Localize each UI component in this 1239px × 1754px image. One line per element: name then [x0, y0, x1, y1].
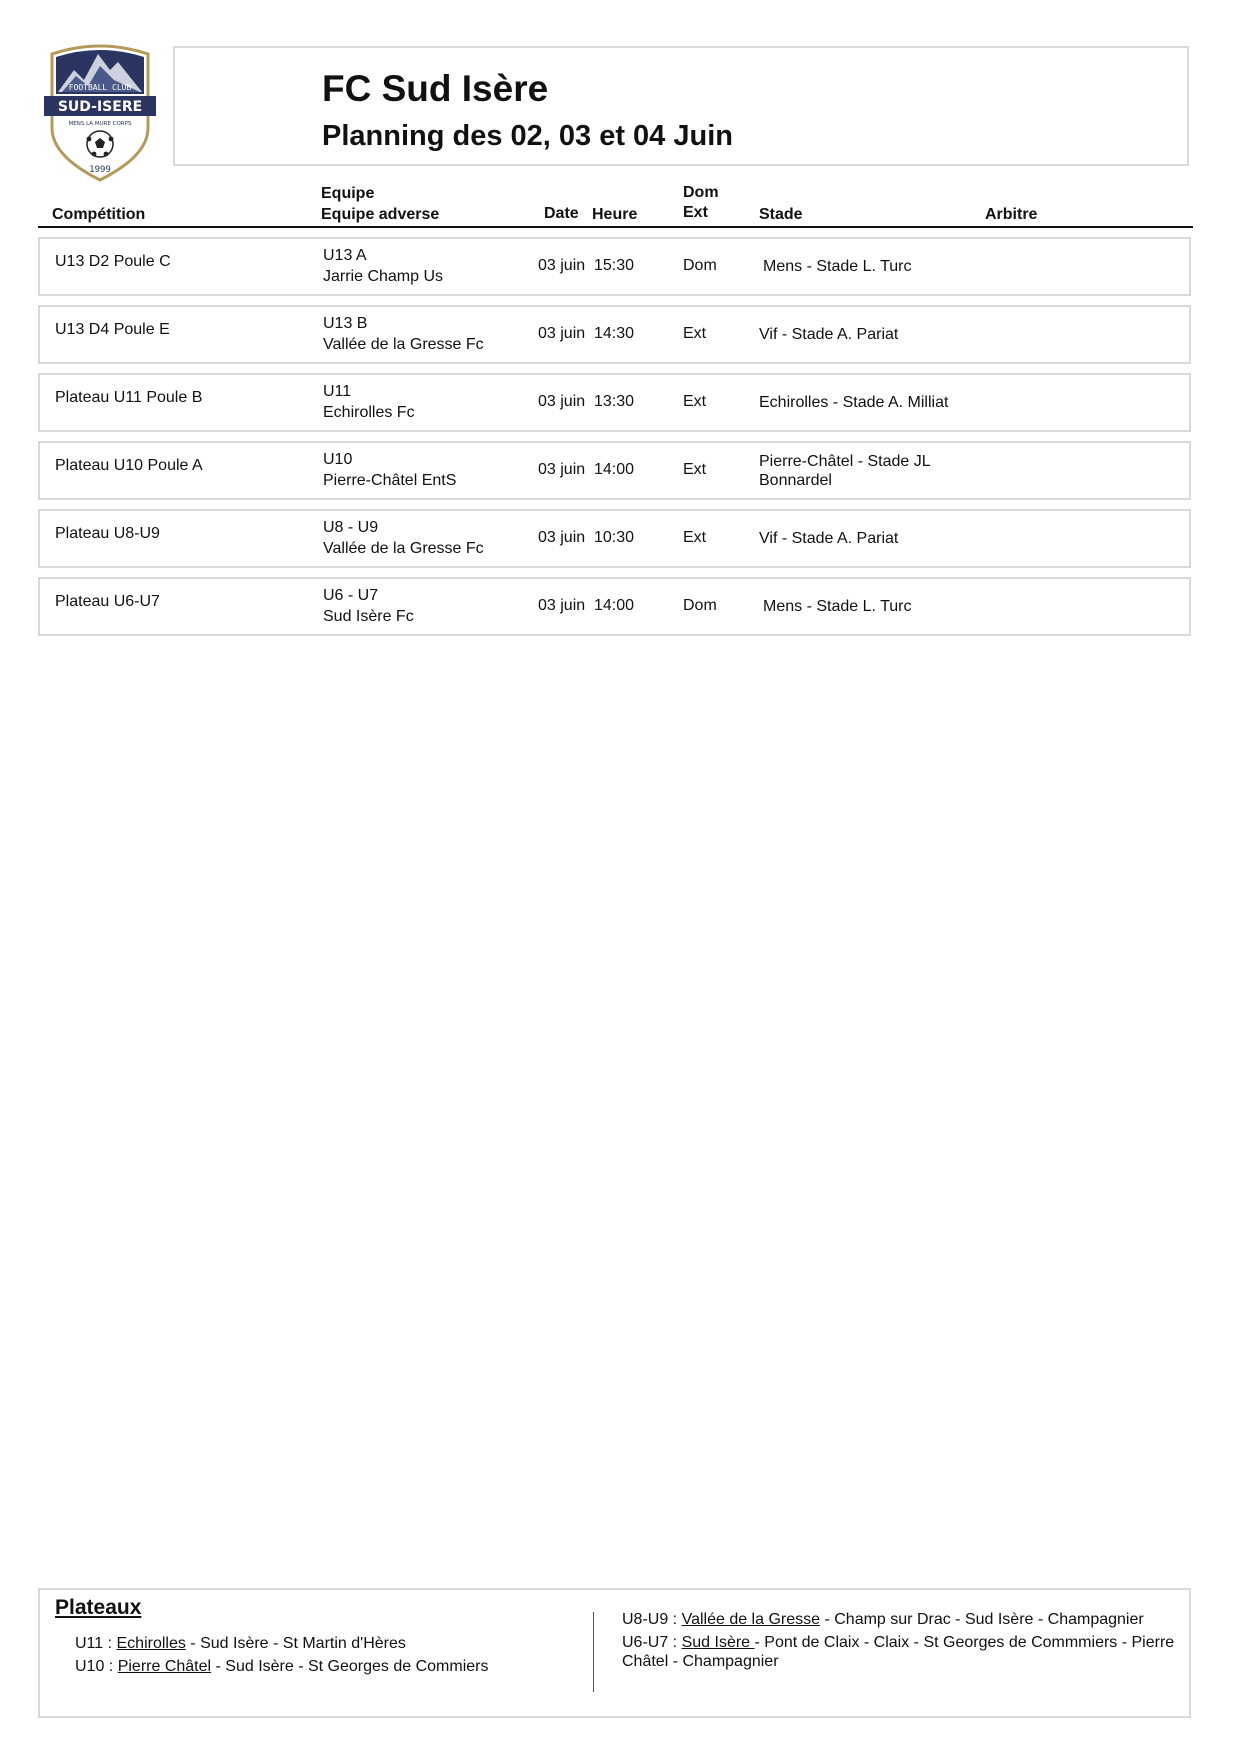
row-dom-ext: Ext	[683, 393, 707, 410]
plateau-entry	[622, 1610, 1182, 1629]
plateau-host: Pierre Châtel	[117, 1658, 212, 1675]
plateau-category: U6-U7 :	[622, 1634, 682, 1651]
plateau-entry	[75, 1634, 489, 1653]
plateaux-box	[38, 1588, 1191, 1718]
row-dom-ext: Dom	[683, 257, 717, 274]
row-equipe: U6 - U7	[323, 587, 379, 604]
row-stade: Vif - Stade A. Pariat	[759, 530, 899, 547]
row-competition: Plateau U10 Poule A	[55, 457, 203, 474]
row-competition: Plateau U8-U9	[55, 525, 160, 542]
row-heure: 14:30	[594, 325, 635, 342]
table-row	[38, 305, 1191, 364]
row-competition: U13 D4 Poule E	[55, 321, 170, 338]
table-row	[38, 441, 1191, 500]
table-row	[38, 373, 1191, 432]
row-dom-ext: Dom	[683, 597, 717, 614]
row-heure: 13:30	[594, 393, 635, 410]
row-stade: Echirolles - Stade A. Milliat	[759, 394, 949, 411]
row-adverse: Jarrie Champ Us	[323, 268, 444, 285]
plateaux-title: Plateaux	[55, 1596, 142, 1619]
page-title: FC Sud Isère	[322, 68, 549, 109]
row-adverse: Vallée de la Gresse Fc	[323, 540, 484, 557]
plateau-entry	[622, 1633, 1182, 1671]
page-subtitle: Planning des 02, 03 et 04 Juin	[322, 120, 733, 152]
plateau-host: Sud Isère	[681, 1634, 755, 1651]
row-adverse: Echirolles Fc	[323, 404, 415, 421]
row-teams	[323, 245, 443, 287]
row-teams	[323, 585, 414, 627]
svg-text:MENS LA MURE CORPS: MENS LA MURE CORPS	[68, 121, 132, 127]
row-teams	[323, 381, 415, 423]
row-date: 03 juin	[538, 257, 586, 274]
plateau-clubs: - Sud Isère - St Georges de Commiers	[211, 1658, 489, 1675]
svg-text:FOOTBALL CLUB: FOOTBALL CLUB	[68, 83, 132, 92]
plateau-category: U8-U9 :	[622, 1611, 682, 1628]
header-ext: Ext	[683, 204, 708, 221]
title-box	[173, 46, 1189, 166]
row-heure: 14:00	[594, 461, 635, 478]
row-competition: U13 D2 Poule C	[55, 253, 171, 270]
row-equipe: U13 A	[323, 247, 367, 264]
row-competition: Plateau U6-U7	[55, 593, 160, 610]
table-row	[38, 509, 1191, 568]
plateau-clubs: - Champ sur Drac - Sud Isère - Champagnier	[820, 1611, 1144, 1628]
row-heure: 10:30	[594, 529, 635, 546]
row-stade: Mens - Stade L. Turc	[763, 258, 912, 275]
row-date: 03 juin	[538, 325, 586, 342]
header-date: Date	[544, 205, 579, 222]
plateau-entry	[75, 1657, 489, 1676]
row-stade-line2: Bonnardel	[759, 472, 832, 489]
header-equipe-adverse: Equipe adverse	[321, 206, 440, 223]
row-equipe: U8 - U9	[323, 519, 379, 536]
svg-text:SUD-ISERE: SUD-ISERE	[57, 99, 143, 115]
row-adverse: Sud Isère Fc	[323, 608, 414, 625]
row-competition: Plateau U11 Poule B	[55, 389, 203, 406]
row-stade-line1: Pierre-Châtel - Stade JL	[759, 453, 931, 470]
row-heure: 14:00	[594, 597, 635, 614]
header-heure: Heure	[592, 206, 638, 223]
plateau-host: Vallée de la Gresse	[681, 1611, 821, 1628]
plateaux-right-list	[622, 1610, 1182, 1675]
plateau-category: U11 :	[75, 1635, 117, 1652]
row-stade: Vif - Stade A. Pariat	[759, 326, 899, 343]
plateaux-left-list	[75, 1634, 489, 1680]
row-stade	[759, 452, 931, 490]
club-logo	[44, 40, 156, 182]
plateaux-divider	[593, 1612, 594, 1692]
header-equipe: Equipe	[321, 185, 375, 202]
row-teams	[323, 517, 484, 559]
row-date: 03 juin	[538, 597, 586, 614]
plateau-clubs: - Pont de Claix - Claix - St Georges de Commmiers - Pierre Châtel - Champagnier	[622, 1634, 1175, 1670]
header-arbitre: Arbitre	[985, 206, 1038, 223]
row-stade: Mens - Stade L. Turc	[763, 598, 912, 615]
row-dom-ext: Ext	[683, 529, 707, 546]
row-dom-ext: Ext	[683, 325, 707, 342]
row-date: 03 juin	[538, 393, 586, 410]
row-adverse: Pierre-Châtel EntS	[323, 472, 457, 489]
row-teams	[323, 449, 456, 491]
plateau-category: U10 :	[75, 1658, 118, 1675]
header-competition: Compétition	[52, 206, 146, 223]
row-heure: 15:30	[594, 257, 635, 274]
svg-text:1999: 1999	[89, 165, 111, 175]
row-date: 03 juin	[538, 461, 586, 478]
row-adverse: Vallée de la Gresse Fc	[323, 336, 484, 353]
plateau-clubs: - Sud Isère - St Martin d'Hères	[185, 1635, 406, 1652]
header-divider	[38, 226, 1193, 228]
table-row	[38, 237, 1191, 296]
row-teams	[323, 313, 484, 355]
header-dom: Dom	[683, 184, 719, 201]
row-dom-ext: Ext	[683, 461, 707, 478]
row-equipe: U13 B	[323, 315, 368, 332]
row-equipe: U10	[323, 451, 353, 468]
table-row	[38, 577, 1191, 636]
row-equipe: U11	[323, 383, 352, 400]
plateau-host: Echirolles	[116, 1635, 186, 1652]
row-date: 03 juin	[538, 529, 586, 546]
header-stade: Stade	[759, 206, 803, 223]
